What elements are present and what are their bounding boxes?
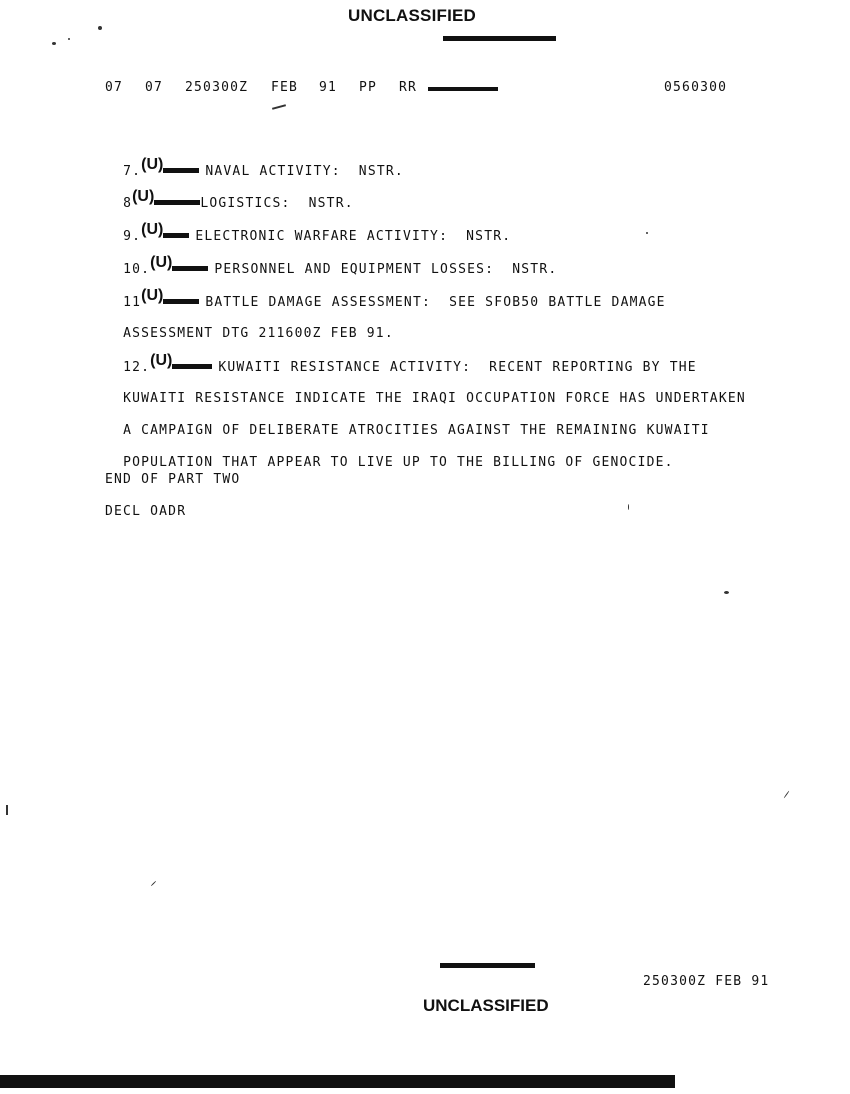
scan-speck xyxy=(98,26,102,30)
redaction-mark xyxy=(163,299,199,304)
header-control-number: 0560300 xyxy=(664,80,728,95)
classification-marking: (U) xyxy=(141,156,164,173)
paragraph-text: NAVAL ACTIVITY: NSTR. xyxy=(205,164,404,179)
paragraph-number: 12. xyxy=(123,360,151,375)
scan-speck xyxy=(724,591,729,594)
paragraph-10 xyxy=(105,245,557,278)
header-redaction xyxy=(428,87,498,91)
classification-marking: (U) xyxy=(150,254,173,271)
paragraph-number: 9. xyxy=(123,229,142,244)
paragraph-number: 8 xyxy=(123,196,133,211)
classification-top: UNCLASSIFIED xyxy=(348,6,477,25)
paragraph-9 xyxy=(105,212,511,245)
header-seq2: 07 xyxy=(145,80,164,95)
redaction-mark xyxy=(172,364,212,369)
declassification-line: DECL OADR xyxy=(105,504,187,519)
paragraph-text: KUWAITI RESISTANCE INDICATE THE IRAQI OCCUPATION FORCE HAS UNDERTAKEN xyxy=(123,391,746,406)
redaction-mark xyxy=(163,233,189,238)
paragraph-12-line-3 xyxy=(105,408,710,438)
paragraph-11 xyxy=(105,278,666,311)
paragraph-text: A CAMPAIGN OF DELIBERATE ATROCITIES AGAINST THE REMAINING KUWAITI xyxy=(123,423,710,438)
classification-marking: (U) xyxy=(132,188,155,205)
paragraph-text: LOGISTICS: NSTR. xyxy=(200,196,354,211)
footer-dtg: 250300Z FEB 91 xyxy=(643,974,770,989)
scan-speck xyxy=(6,805,8,815)
redaction-mark xyxy=(154,200,200,205)
paragraph-12-line-4 xyxy=(105,440,674,470)
redaction-bar-bottom xyxy=(440,963,535,968)
end-note: END OF PART TWO xyxy=(105,472,241,487)
paragraph-text: ASSESSMENT DTG 211600Z FEB 91. xyxy=(123,326,394,341)
paragraph-text: BATTLE DAMAGE ASSESSMENT: SEE SFOB50 BATTLE DAMAGE xyxy=(205,295,666,310)
classification-marking: (U) xyxy=(141,287,164,304)
paragraph-number: 10. xyxy=(123,262,151,277)
paragraph-text: PERSONNEL AND EQUIPMENT LOSSES: NSTR. xyxy=(214,262,558,277)
paragraph-number: 7. xyxy=(123,164,142,179)
scan-speck xyxy=(646,232,648,234)
redaction-bar-top xyxy=(443,36,556,41)
redaction-mark xyxy=(163,168,199,173)
paragraph-7 xyxy=(105,147,404,180)
header-precedence2: RR xyxy=(399,80,418,95)
scan-speck xyxy=(68,38,70,40)
classification-marking: (U) xyxy=(141,221,164,238)
header-precedence1: PP xyxy=(359,80,378,95)
paragraph-number: 11 xyxy=(123,295,142,310)
paragraph-text: POPULATION THAT APPEAR TO LIVE UP TO THE BILLING OF GENOCIDE. xyxy=(123,455,674,470)
paragraph-text: KUWAITI RESISTANCE ACTIVITY: RECENT REPORTING BY THE xyxy=(218,360,697,375)
paragraph-11-continuation xyxy=(105,311,394,341)
header-seq1: 07 xyxy=(105,80,124,95)
classification-bottom: UNCLASSIFIED xyxy=(423,996,549,1015)
paragraph-text: ELECTRONIC WARFARE ACTIVITY: NSTR. xyxy=(195,229,512,244)
paragraph-12 xyxy=(105,343,697,376)
header-year: 91 xyxy=(319,80,338,95)
scan-speck xyxy=(151,881,157,887)
scan-speck xyxy=(628,504,629,510)
header-dtg: 250300Z xyxy=(185,80,249,95)
paragraph-12-line-2 xyxy=(105,376,746,406)
scan-edge-bar xyxy=(0,1075,675,1088)
scan-speck xyxy=(52,42,56,45)
scan-speck xyxy=(784,791,790,799)
redaction-mark xyxy=(172,266,208,271)
header-month: FEB xyxy=(271,80,299,95)
paragraph-8 xyxy=(105,179,354,212)
classification-marking: (U) xyxy=(150,352,173,369)
